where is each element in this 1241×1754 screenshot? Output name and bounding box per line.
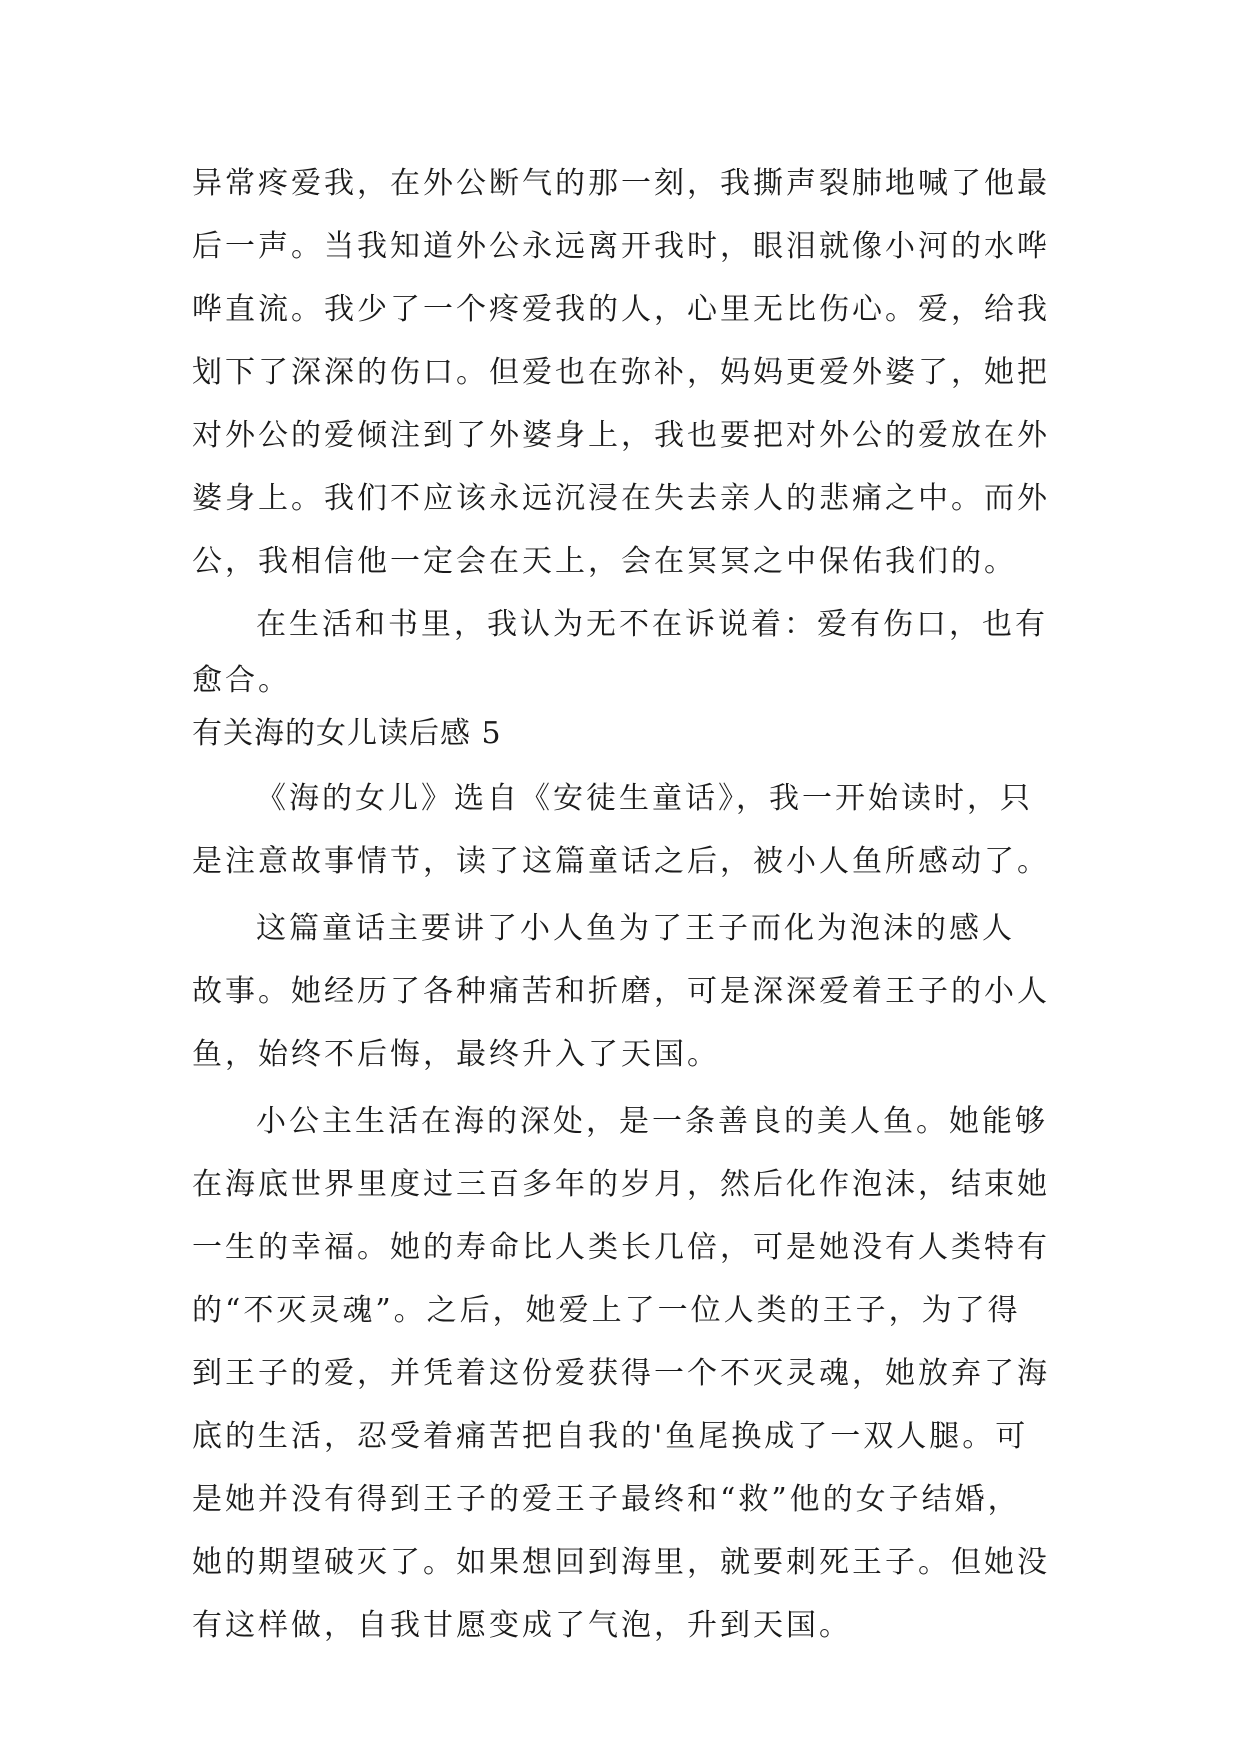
text-line: 在海底世界里度过三百多年的岁月，然后化作泡沫，结束她 (192, 1167, 1050, 1202)
text-line: 到王子的爱，并凭着这份爱获得一个不灭灵魂，她放弃了海 (192, 1356, 1050, 1391)
text-line: 的“不灭灵魂”。之后，她爱上了一位人类的王子，为了得 (192, 1293, 1021, 1328)
paragraph-1 (192, 152, 1052, 593)
text-line: 她的期望破灭了。如果想回到海里，就要刺死王子。但她没 (192, 1545, 1050, 1580)
paragraph-4 (192, 897, 1052, 1086)
section-heading: 有关海的女儿读后感 5 (192, 716, 502, 751)
text-line: 在生活和书里，我认为无不在诉说着：爱有伤口，也有 (256, 607, 1048, 642)
text-line: 小公主生活在海的深处，是一条善良的美人鱼。她能够 (256, 1104, 1048, 1139)
text-line: 后一声。当我知道外公永远离开我时，眼泪就像小河的水哗 (192, 229, 1050, 264)
text-line: 公，我相信他一定会在天上，会在冥冥之中保佑我们的。 (192, 544, 1017, 579)
text-line: 异常疼爱我，在外公断气的那一刻，我撕声裂肺地喊了他最 (192, 166, 1050, 201)
text-line: 一生的幸福。她的寿命比人类长几倍，可是她没有人类特有 (192, 1230, 1050, 1265)
text-line: 哗直流。我少了一个疼爱我的人，心里无比伤心。爱，给我 (192, 292, 1050, 327)
text-line: 是她并没有得到王子的爱王子最终和“救”他的女子结婚， (192, 1482, 1021, 1517)
paragraph-3 (192, 767, 1052, 893)
text-line: 婆身上。我们不应该永远沉浸在失去亲人的悲痛之中。而外 (192, 481, 1050, 516)
document-body (192, 152, 1052, 1657)
text-line: 有这样做，自我甘愿变成了气泡，升到天国。 (192, 1608, 852, 1643)
paragraph-5 (192, 1090, 1052, 1657)
text-line: 《海的女儿》选自《安徒生童话》，我一开始读时，只 (256, 781, 1033, 816)
text-line: 是注意故事情节，读了这篇童话之后，被小人鱼所感动了。 (192, 844, 1050, 879)
text-line: 故事。她经历了各种痛苦和折磨，可是深深爱着王子的小人 (192, 974, 1050, 1009)
text-line: 划下了深深的伤口。但爱也在弥补，妈妈更爱外婆了，她把 (192, 355, 1050, 390)
text-line: 鱼，始终不后悔，最终升入了天国。 (192, 1037, 720, 1072)
text-line: 对外公的爱倾注到了外婆身上，我也要把对外公的爱放在外 (192, 418, 1050, 453)
paragraph-2 (192, 593, 1052, 706)
text-line: 愈合。 (192, 663, 291, 698)
text-line: 底的生活，忍受着痛苦把自我的'鱼尾换成了一双人腿。可 (192, 1419, 1029, 1454)
text-line: 这篇童话主要讲了小人鱼为了王子而化为泡沫的感人 (256, 911, 1015, 946)
